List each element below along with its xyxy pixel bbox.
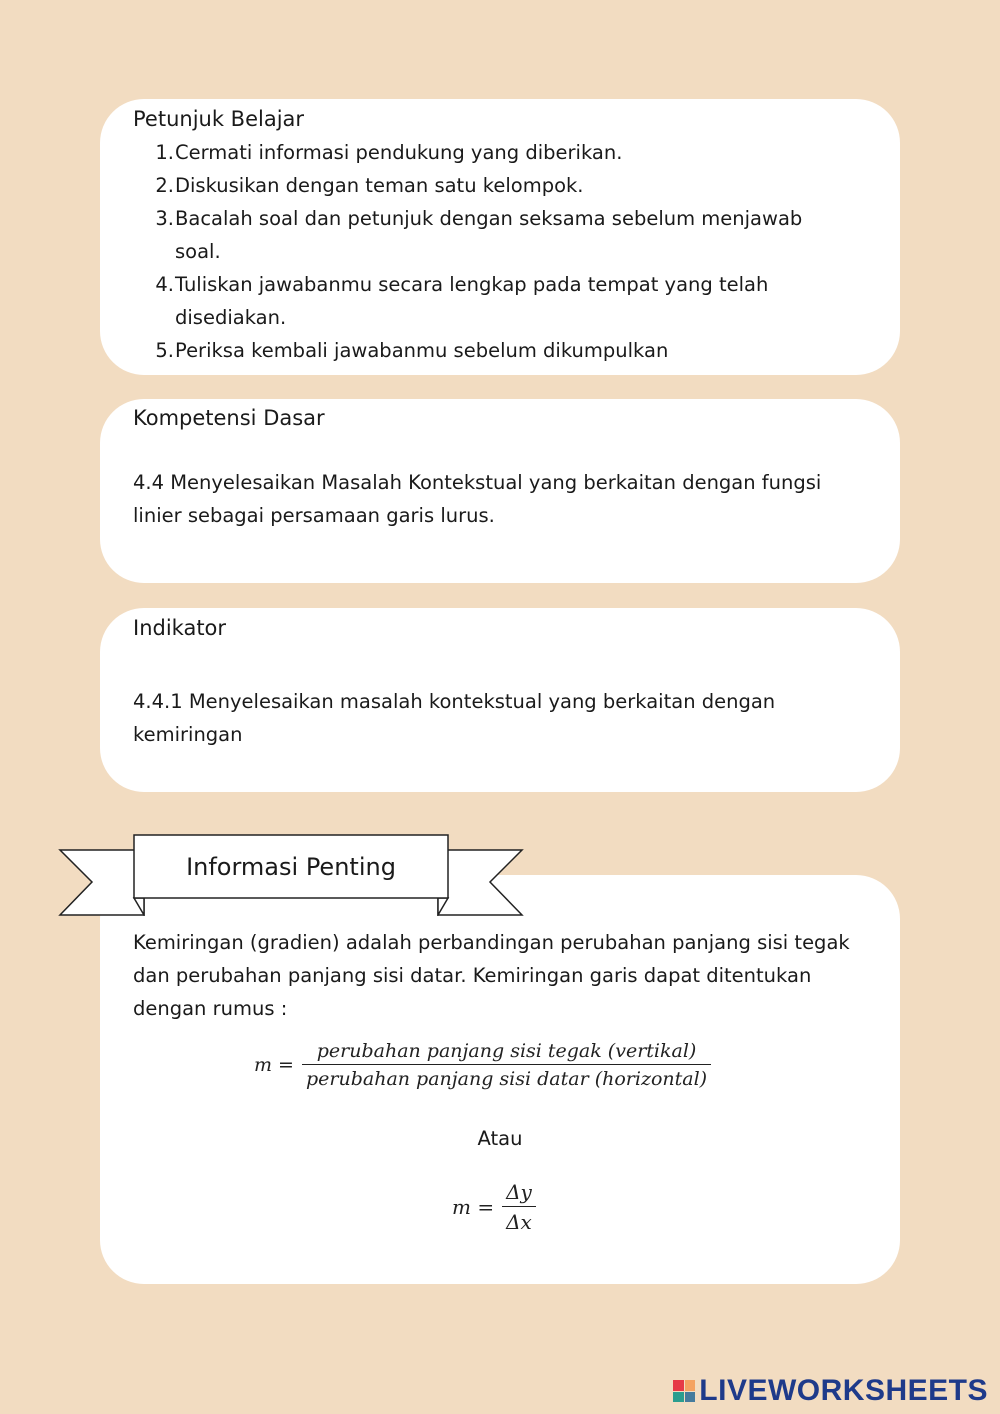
formula-denominator: Δx <box>502 1206 536 1234</box>
indikator-title: Indikator <box>133 616 227 640</box>
liveworksheets-brand[interactable] <box>673 1374 988 1408</box>
liveworksheets-logo-icon <box>673 1380 695 1402</box>
or-label: Atau <box>477 1127 523 1150</box>
formula-denominator: perubahan panjang sisi datar (horizontal) <box>302 1064 711 1090</box>
step-number: 1. <box>155 141 174 164</box>
step-text: Bacalah soal dan petunjuk dengan seksama sebelum menjawab soal. <box>175 207 803 263</box>
list-item <box>150 202 850 268</box>
indikator-text: 4.4.1 Menyelesaikan masalah kontekstual yang berkaitan dengan kemiringan <box>133 690 776 746</box>
list-item <box>150 136 850 169</box>
step-number: 4. <box>155 273 174 296</box>
list-item <box>150 268 850 334</box>
step-text: Cermati informasi pendukung yang diberikan. <box>175 141 623 164</box>
kompetensi-text: 4.4 Menyelesaikan Masalah Kontekstual yang berkaitan dengan fungsi linier sebagai persamaan garis lurus. <box>133 471 822 527</box>
formula-lhs: m = <box>254 1054 294 1076</box>
informasi-banner-title: Informasi Penting <box>186 853 396 881</box>
formula-numerator: perubahan panjang sisi tegak (vertikal) <box>316 1040 697 1062</box>
delta-formula <box>452 1180 536 1234</box>
list-item <box>150 169 850 202</box>
step-number: 3. <box>155 207 174 230</box>
indikator-card <box>100 608 900 792</box>
gradient-formula <box>254 1040 711 1090</box>
petunjuk-card <box>100 99 900 375</box>
step-text: Tuliskan jawabanmu secara lengkap pada tempat yang telah disediakan. <box>175 273 769 329</box>
step-number: 2. <box>155 174 174 197</box>
list-item <box>150 334 850 367</box>
brand-text: LIVEWORKSHEETS <box>699 1374 988 1407</box>
petunjuk-title: Petunjuk Belajar <box>133 107 305 131</box>
petunjuk-list <box>150 136 850 367</box>
step-number: 5. <box>155 339 174 362</box>
kompetensi-title: Kompetensi Dasar <box>133 406 325 430</box>
step-text: Diskusikan dengan teman satu kelompok. <box>175 174 584 197</box>
formula-numerator: Δy <box>506 1180 532 1204</box>
step-text: Periksa kembali jawabanmu sebelum dikumpulkan <box>175 339 669 362</box>
kompetensi-card <box>100 399 900 583</box>
formula-lhs: m = <box>452 1195 495 1219</box>
formula-fraction <box>302 1040 711 1090</box>
informasi-text: Kemiringan (gradien) adalah perbandingan perubahan panjang sisi tegak dan perubahan panjang sisi datar. Kemiringan garis dapat ditentukan dengan rumus : <box>133 931 850 1020</box>
formula-fraction <box>502 1180 536 1234</box>
